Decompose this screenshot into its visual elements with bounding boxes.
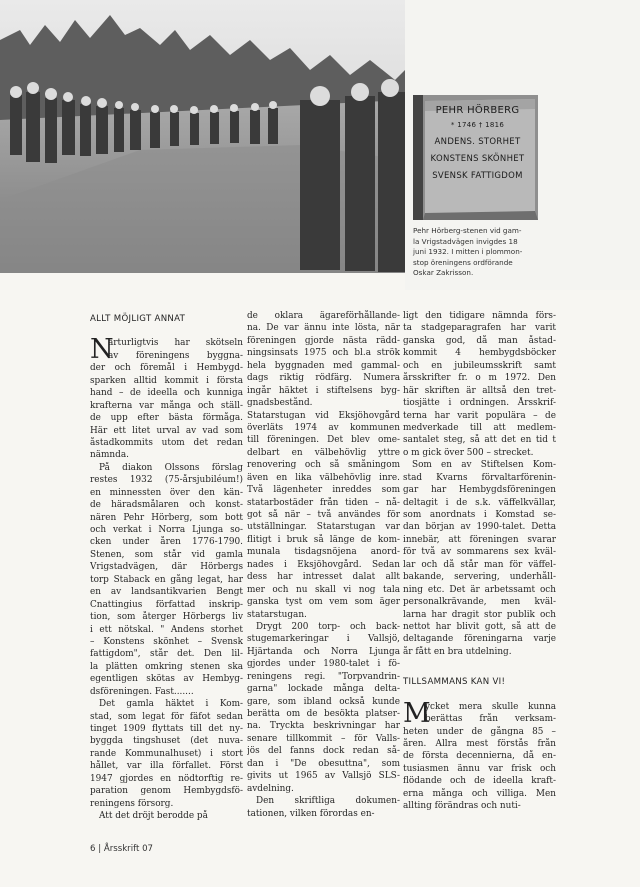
text-line: Som en av Stiftelsen Kom- [412, 460, 556, 471]
stone-line: ANDENS. STORHET [434, 137, 521, 147]
caption-line: la Vrigstadvägen invigdes 18 [413, 236, 518, 246]
text-line: terna har varit populära – de [403, 410, 556, 421]
text-line: rande Kommunalhuset) i stort [90, 748, 243, 759]
text-line: stad, som legat för fäfot sedan [90, 711, 243, 722]
text-line: åren. Allra mest förstås från [403, 739, 556, 750]
publication-title: Årsskrift 07 [103, 844, 154, 854]
text-line: heten under de gångna 85 – [403, 726, 556, 737]
text-line: egentligen skötas av Hembyg- [90, 674, 243, 685]
text-line: och en jubileumsskrift samt [403, 360, 556, 371]
text-line: ning etc. Det är arbetssamt och [403, 584, 556, 595]
text-line: statarbostäder från tiden – nå- [247, 497, 400, 508]
text-line: la plätten omkring stenen ska [90, 661, 243, 672]
text-line: Vrigstadvägen, där Hörbergs [90, 562, 243, 573]
text-line: na. Tryckta beskrivningar har [247, 721, 400, 732]
text-line: Den skriftliga dokumen- [256, 796, 400, 807]
footer-separator: | [98, 844, 102, 854]
text-line: erna många och villiga. Men [403, 788, 556, 799]
text-line: Stenen, som står vid gamla [90, 549, 243, 560]
text-line: jös del fanns dock redan så- [247, 746, 400, 757]
text-line: krafterna var många och ställ- [90, 400, 243, 411]
text-line: de första decennierna, då en- [403, 751, 556, 762]
text-line: Drygt 200 torp- och back- [256, 621, 400, 632]
text-line: arturligtvis har skötseln [108, 338, 243, 349]
text-line: garna" lockade många delta- [247, 684, 400, 695]
text-line: gjordes under 1980-talet i fö- [247, 659, 400, 670]
text-line: stad Kvarns förvaltarförenin- [403, 472, 556, 483]
text-line: fattigdom", står det. Den lil- [90, 649, 243, 660]
text-line: i ett nötskal. " Andens storhet [90, 624, 243, 635]
text-line: Cnattingius författad inskrip- [90, 599, 243, 610]
text-line: de oklara ägareförhållande- [247, 311, 400, 321]
crowd-photo-image [0, 0, 405, 273]
text-line: även en lika välbehövlig inre. [247, 472, 400, 483]
text-line: santalet steg, så att det en tid t [403, 435, 556, 446]
text-column-2 [247, 310, 400, 820]
text-line: avdelning. [247, 783, 294, 794]
stone-line: SVENSK FATTIGDOM [432, 171, 523, 181]
crowd-photo [0, 0, 405, 273]
text-line: ligt den tidigare nämnda förs- [403, 311, 556, 321]
text-line: na. De var ännu inte lösta, när [247, 323, 400, 334]
stone-inscription [413, 95, 538, 220]
text-line: nettot har blivit gott, så att de [403, 621, 556, 632]
text-line: en minnessten över den kän- [90, 487, 243, 498]
text-line: paration genom Hembygdsfö- [90, 786, 243, 797]
text-line: berättas från verksam- [425, 714, 556, 725]
text-line: – Konstens skönhet – Svensk [90, 636, 243, 647]
text-line: som anordnats i Komstad se- [403, 510, 556, 520]
text-line: kommit 4 hembygdsböcker [403, 348, 556, 359]
text-line: en av landsantikvarien Bengt [90, 587, 243, 598]
text-line: På diakon Olssons förslag [99, 462, 243, 473]
text-line: tiosjätte i ordningen. Årsskrif- [403, 398, 556, 409]
text-line: årsskrifter fr. o m 1972. Den [403, 373, 556, 384]
section-heading: ALLT MÖJLIGT ANNAT [90, 314, 186, 324]
text-line: larna har dragit stor publik och [403, 609, 556, 620]
text-line: ta stadgeparagrafen har varit [403, 323, 556, 334]
text-line: dags riktig rödfärg. Numera [247, 373, 400, 384]
text-line: bakande, servering, underhåll- [403, 572, 556, 583]
caption-line: juni 1932. I mitten i plommon- [413, 247, 523, 256]
text-line: de häradsmålaren och konst- [90, 500, 243, 511]
text-line: och verkat i Norra Ljunga so- [90, 525, 243, 536]
text-line: reningens regi. "Torpvandrin- [247, 671, 400, 682]
text-line: gare, som ibland också kunde [247, 696, 400, 707]
text-column-1 [90, 307, 243, 823]
paragraph [403, 697, 556, 813]
text-line: ycket mera skulle kunna [425, 701, 556, 712]
text-line: senare tillkommit – för Valls- [247, 733, 400, 744]
caption-line: Pehr Hörberg-stenen vid gam- [413, 226, 522, 235]
text-line: medverkade till att medlem- [403, 422, 556, 433]
text-line: nämnda. [90, 450, 129, 461]
text-line: dan början av 1990-talet. Detta [403, 522, 556, 533]
paragraph [90, 334, 243, 461]
text-line: restes 1932 (75-årsjubiléum!) [90, 475, 243, 486]
text-line: de upp efter bästa förmåga. [90, 413, 243, 424]
text-line: här skriften är alltså den tret- [403, 385, 556, 396]
text-line: av föreningens byggna- [108, 350, 243, 361]
text-line: år fått en bra utdelning. [403, 646, 512, 657]
text-line: åstadkommits utom det redan [90, 437, 243, 448]
text-line: tinget 1909 flyttats till det ny- [90, 724, 243, 735]
text-line: sparken alltid kommit i första [90, 375, 243, 386]
spacer [403, 658, 556, 670]
text-line: delbart en välbehövlig yttre [247, 447, 400, 458]
text-line: hållet, var illa förfallet. Först [90, 761, 243, 772]
page-footer [90, 844, 153, 854]
text-line: o m gick över 500 – strecket. [403, 447, 534, 458]
text-line: tationen, vilken förordas en- [247, 808, 375, 819]
text-line: mer och nu skall vi nog tala [247, 584, 400, 595]
page-number: 6 [90, 844, 96, 854]
text-line: nären Pehr Hörberg, som bott [90, 512, 243, 523]
text-line: tusiasmen ännu var frisk och [403, 763, 556, 774]
text-line: ganska god, då man åstad- [403, 335, 556, 346]
text-line: deltagit i de s.k. väffelkvällar, [403, 497, 556, 508]
caption-line: stop öreningens ordförande [413, 257, 513, 267]
caption-line: Oskar Zakrisson. [413, 268, 474, 277]
text-line: hela byggnaden med gammal- [247, 360, 400, 371]
text-line: cken under åren 1776-1790. [90, 537, 243, 548]
text-line: dess har intresset dalat allt [247, 572, 400, 583]
text-line: Det gamla häktet i Kom- [99, 699, 243, 710]
text-line: utställningar. Statarstugan var [247, 522, 400, 533]
text-line: Statarstugan vid Eksjöhovgård [247, 410, 400, 421]
text-line: gnadsbestånd. [247, 398, 313, 409]
text-line: deltagande föreningarna varje [403, 634, 556, 645]
section-heading: TILLSAMMANS KAN VI! [403, 677, 506, 688]
text-line: ingår häktet i stiftelsens byg- [247, 385, 400, 396]
text-line: renovering och så småningom [247, 460, 400, 471]
memorial-stone-photo [413, 95, 538, 220]
text-line: för två av sommarens sex kväl- [403, 547, 556, 558]
text-line: överläts 1974 av kommunen [247, 422, 400, 433]
text-line: ganska tyst om vem som äger [247, 597, 400, 608]
text-line: torp Staback en gång legat, har [90, 574, 243, 585]
text-line: flitigt i bruk så länge de kom- [247, 534, 400, 545]
stone-line: PEHR HÖRBERG [435, 105, 520, 116]
text-line: flödande och de ideella kraft- [403, 776, 556, 787]
text-line: givits ut 1965 av Vallsjö SLS- [247, 771, 400, 782]
text-line: Här ett litet urval av vad som [90, 425, 243, 436]
stone-line: KONSTENS SKÖNHET [430, 154, 525, 164]
drop-cap: N [90, 334, 114, 366]
text-line: Att det dröjt berodde på [99, 811, 208, 822]
text-line: dan i "De obesuttna", som [247, 758, 400, 769]
text-line: der och föremål i Hembygd- [90, 363, 243, 374]
text-line: personalkrävande, men kväl- [403, 597, 556, 608]
text-line: byggda tingshuset (det nuva- [90, 736, 243, 747]
text-line: statarstugan. [247, 609, 307, 620]
text-line: gar har Hembygdsföreningen [403, 485, 556, 496]
photo-caption [413, 226, 537, 279]
text-line: reningens försorg. [90, 798, 174, 809]
text-line: lar och då står man för väffel- [403, 559, 556, 570]
text-line: 1947 gjordes en nödtorftig re- [90, 773, 243, 784]
stone-line: * 1746 † 1816 [450, 121, 505, 129]
text-line: föreningen gjorde nästa rädd- [247, 335, 400, 346]
text-line: Två lägenheter inreddes som [247, 485, 400, 496]
text-line: Hjärtanda och Norra Ljunga [247, 646, 400, 657]
text-line: tion, som återger Hörbergs liv [90, 612, 243, 623]
text-line: got så när – två användes för [247, 510, 400, 520]
text-line: stugemarkeringar i Vallsjö, [247, 634, 400, 645]
text-line: hand – de ideella och kunniga [90, 388, 243, 399]
text-line: innebär, att föreningen svarar [403, 534, 556, 545]
text-column-3 [403, 310, 556, 813]
text-line: till föreningen. Det blev ome- [247, 435, 400, 446]
text-line: munala tisdagsnöjena anord- [247, 547, 400, 558]
text-line: allting förändras och nuti- [403, 801, 521, 812]
text-line: nades i Eksjöhovgård. Sedan [247, 559, 400, 570]
text-line: ningsinsats 1975 och bl.a strök [247, 348, 400, 359]
text-line: berätta om de besökta platser- [247, 709, 400, 719]
text-line: dsföreningen. Fast....... [90, 686, 194, 697]
drop-cap: M [403, 697, 431, 729]
